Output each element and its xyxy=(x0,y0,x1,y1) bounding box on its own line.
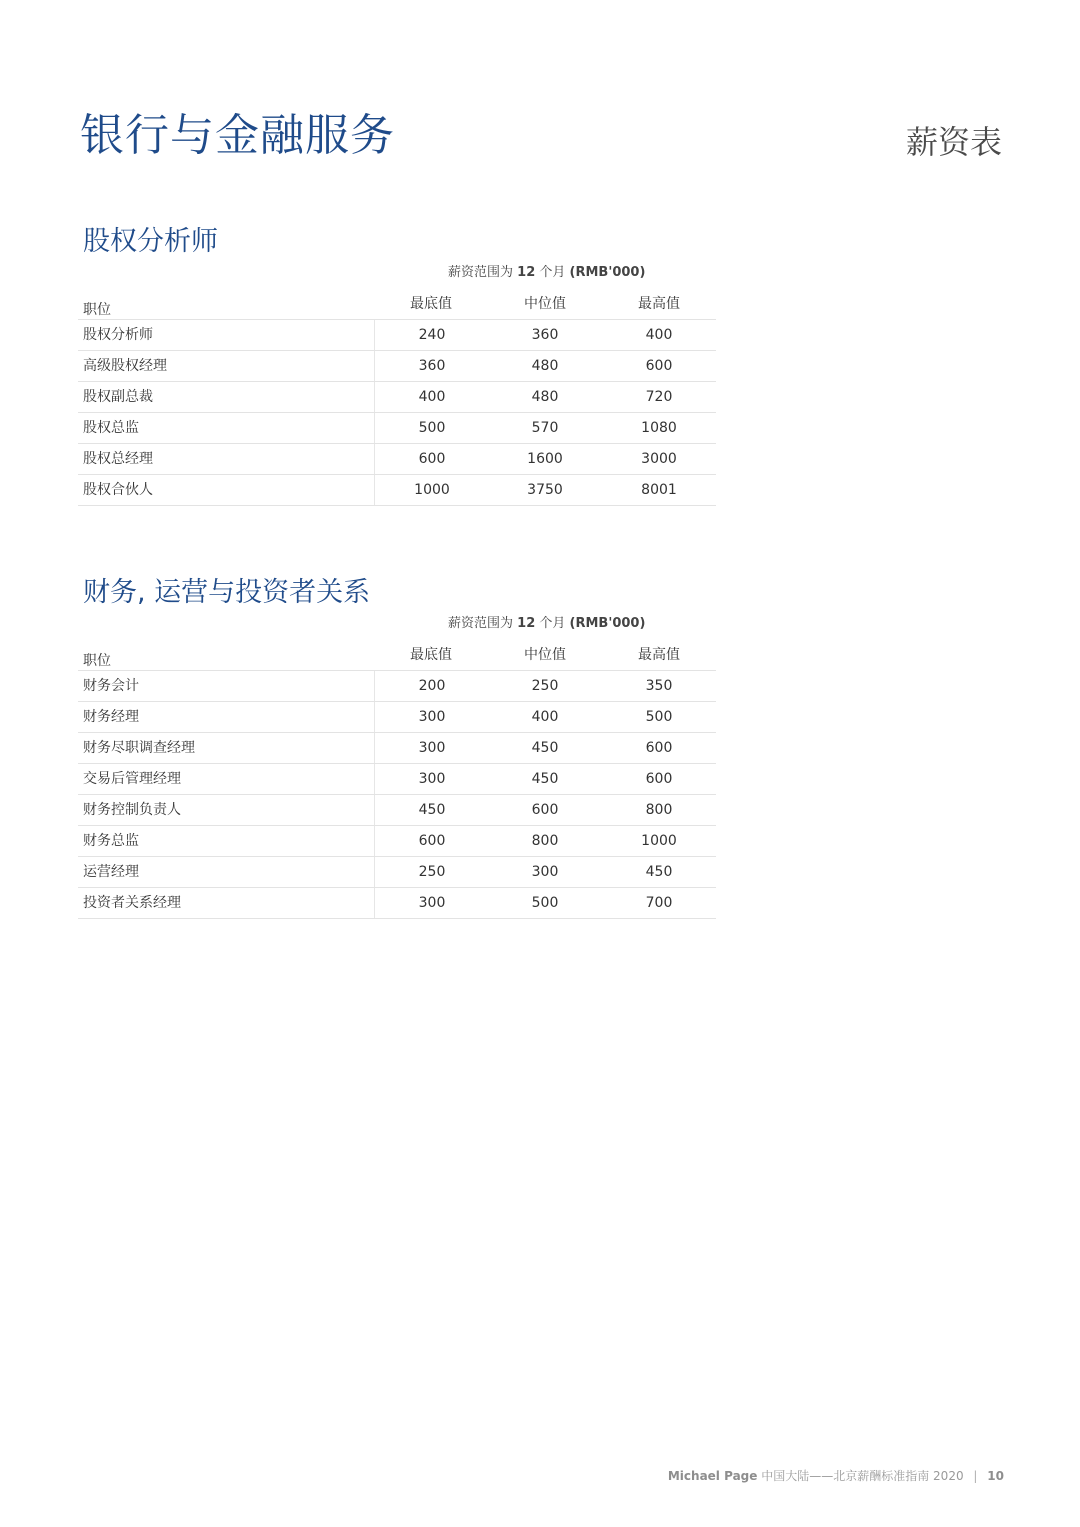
range-note-mid: 个月 xyxy=(539,616,566,631)
salary-range-note xyxy=(448,614,728,634)
page-number: 10 xyxy=(987,1469,1004,1483)
page-title: 银行与金融服务 xyxy=(80,110,395,161)
role-cell: 股权总经理 xyxy=(83,451,153,467)
role-cell: 财务总监 xyxy=(83,833,139,849)
min-cell: 250 xyxy=(374,857,489,887)
max-cell: 350 xyxy=(645,678,673,694)
max-cell: 600 xyxy=(645,358,673,374)
max-cell: 500 xyxy=(645,709,673,725)
table-row xyxy=(78,888,716,919)
mid-cell: 1600 xyxy=(527,451,563,467)
table-row xyxy=(78,351,716,382)
range-note-months: 12 xyxy=(517,616,536,631)
page-subtitle: 薪资表 xyxy=(905,123,1002,161)
max-cell: 600 xyxy=(645,771,673,787)
mid-cell: 570 xyxy=(531,420,559,436)
min-cell: 600 xyxy=(374,444,489,474)
role-cell: 交易后管理经理 xyxy=(83,771,181,787)
mid-cell: 450 xyxy=(531,771,559,787)
mid-cell: 450 xyxy=(531,740,559,756)
column-header-role: 职位 xyxy=(83,302,111,318)
min-cell: 300 xyxy=(374,733,489,763)
column-header-mid: 中位值 xyxy=(524,647,566,663)
min-cell: 400 xyxy=(374,382,489,412)
column-header-max: 最高值 xyxy=(638,647,680,663)
mid-cell: 800 xyxy=(531,833,559,849)
max-cell: 8001 xyxy=(641,482,677,498)
role-cell: 股权合伙人 xyxy=(83,482,153,498)
table-row xyxy=(78,320,716,351)
table-row xyxy=(78,795,716,826)
min-cell: 300 xyxy=(374,888,489,918)
footer-text: 中国大陆——北京薪酬标准指南 2020 xyxy=(761,1469,964,1483)
max-cell: 720 xyxy=(645,389,673,405)
max-cell: 800 xyxy=(645,802,673,818)
table-row xyxy=(78,444,716,475)
column-header-mid: 中位值 xyxy=(524,296,566,312)
table-row xyxy=(78,382,716,413)
mid-cell: 400 xyxy=(531,709,559,725)
max-cell: 1080 xyxy=(641,420,677,436)
mid-cell: 480 xyxy=(531,358,559,374)
min-cell: 360 xyxy=(374,351,489,381)
mid-cell: 250 xyxy=(531,678,559,694)
min-cell: 300 xyxy=(374,764,489,794)
table-header-row xyxy=(78,640,716,671)
section-title: 股权分析师 xyxy=(83,226,218,257)
salary-range-note xyxy=(448,263,728,283)
range-note-unit: (RMB'000) xyxy=(569,616,646,631)
range-note-prefix: 薪资范围为 xyxy=(448,265,514,280)
table-row xyxy=(78,475,716,506)
mid-cell: 3750 xyxy=(527,482,563,498)
column-header-role: 职位 xyxy=(83,653,111,669)
mid-cell: 300 xyxy=(531,864,559,880)
role-cell: 财务控制负责人 xyxy=(83,802,181,818)
min-cell: 600 xyxy=(374,826,489,856)
table-row xyxy=(78,733,716,764)
table-row xyxy=(78,702,716,733)
role-cell: 股权分析师 xyxy=(83,327,153,343)
salary-table xyxy=(78,289,716,506)
role-cell: 运营经理 xyxy=(83,864,139,880)
role-cell: 股权总监 xyxy=(83,420,139,436)
max-cell: 450 xyxy=(645,864,673,880)
min-cell: 200 xyxy=(374,671,489,701)
role-cell: 财务尽职调查经理 xyxy=(83,740,195,756)
max-cell: 400 xyxy=(645,327,673,343)
salary-table xyxy=(78,640,716,919)
mid-cell: 480 xyxy=(531,389,559,405)
range-note-mid: 个月 xyxy=(539,265,566,280)
min-cell: 1000 xyxy=(374,475,489,505)
table-header-row xyxy=(78,289,716,320)
min-cell: 450 xyxy=(374,795,489,825)
column-header-min: 最底值 xyxy=(410,647,452,663)
range-note-months: 12 xyxy=(517,265,536,280)
footer-separator: | xyxy=(973,1469,978,1483)
table-row xyxy=(78,857,716,888)
mid-cell: 360 xyxy=(531,327,559,343)
range-note-unit: (RMB'000) xyxy=(569,265,646,280)
role-cell: 财务经理 xyxy=(83,709,139,725)
min-cell: 300 xyxy=(374,702,489,732)
column-header-max: 最高值 xyxy=(638,296,680,312)
table-row xyxy=(78,764,716,795)
table-row xyxy=(78,413,716,444)
page-footer xyxy=(668,1467,1004,1485)
max-cell: 600 xyxy=(645,740,673,756)
footer-brand: Michael Page xyxy=(667,1469,758,1483)
role-cell: 股权副总裁 xyxy=(83,389,153,405)
mid-cell: 600 xyxy=(531,802,559,818)
table-row xyxy=(78,671,716,702)
min-cell: 240 xyxy=(374,320,489,350)
column-header-min: 最底值 xyxy=(410,296,452,312)
max-cell: 3000 xyxy=(641,451,677,467)
min-cell: 500 xyxy=(374,413,489,443)
role-cell: 财务会计 xyxy=(83,678,139,694)
max-cell: 1000 xyxy=(641,833,677,849)
max-cell: 700 xyxy=(645,895,673,911)
mid-cell: 500 xyxy=(531,895,559,911)
range-note-prefix: 薪资范围为 xyxy=(448,616,514,631)
role-cell: 投资者关系经理 xyxy=(83,895,181,911)
table-row xyxy=(78,826,716,857)
section-title: 财务, 运营与投资者关系 xyxy=(83,577,371,608)
role-cell: 高级股权经理 xyxy=(83,358,167,374)
